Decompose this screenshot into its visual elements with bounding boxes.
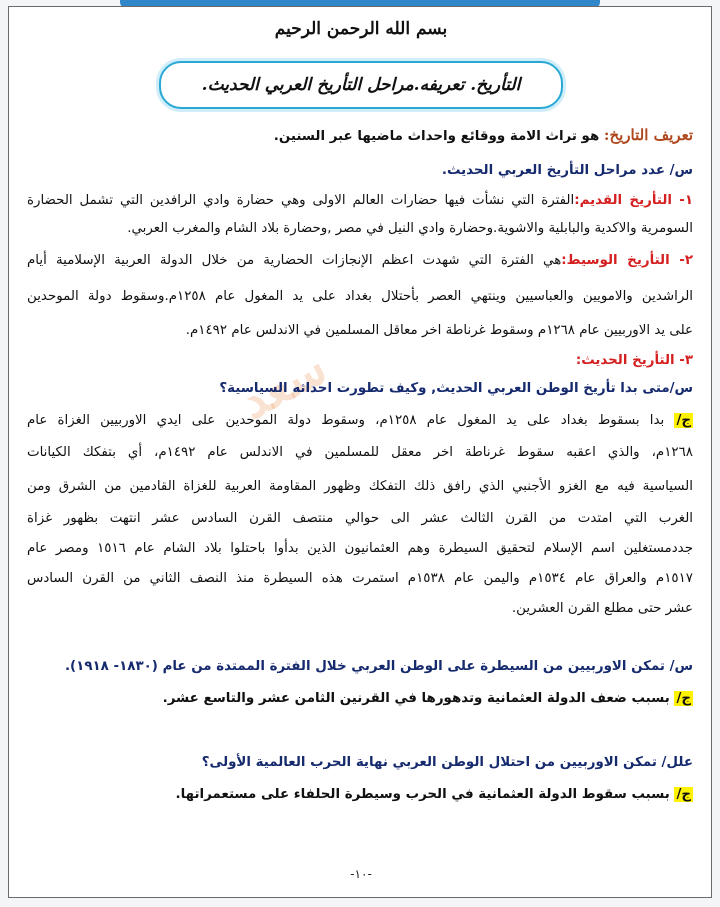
middle-line-3: على يد الاوربيين عام ١٢٦٨م وسقوط غرناطة اخر معاقل المسلمين في الاندلس عام ١٤٩٢م. — [185, 323, 693, 338]
ancient-line-1 — [27, 191, 693, 211]
watermark-text: سعد — [231, 339, 336, 431]
definition-label: تعريف التاريخ: — [603, 126, 693, 144]
q2-answer-line-1 — [27, 411, 693, 431]
q2-answer-line-4: الغرب التي امتدت من القرن الثالث عشر الى حوالي منتصف القرن السادس عشر انتهت بظهور غزاة — [27, 511, 693, 526]
answer-marker: ج/ — [676, 787, 691, 802]
document-page — [8, 6, 712, 898]
modern-label — [27, 351, 693, 371]
page-title: التأريخ. تعريفه.مراحل التأريخ العربي الحديث. — [159, 61, 563, 109]
q2-answer-line-2: ١٢٦٨م، والذي اعقبه سقوط غرناطة اخر معقل للمسلمين في الاندلس عام ١٤٩٢م، أي بتفكك الكيانات — [27, 445, 693, 460]
definition-text: هو تراث الامة ووقائع واحداث ماضيها عبر السنين. — [273, 129, 604, 144]
q2-answer-line-5: جددمستغلين اسم الإسلام لتحقيق السيطرة وهم العثمانيون الذين بدأوا باحتلوا بلاد الشام عام ١٥١٦ ومصر عام — [27, 541, 693, 556]
question-3-title: س/ تمكن الاوربيين من السيطرة على الوطن العربي خلال الفترة الممتدة من عام (١٨٣٠- ١٩١٨). — [64, 659, 693, 674]
answer-marker: ج/ — [676, 691, 691, 706]
modern-label-text: ٣- التأريخ الحديث: — [575, 353, 693, 368]
ancient-line-2: السومرية والاكدية والبابلية والاشوية.وحضارة وادي النيل في مصر ,وحضارة بلاد الشام والمغرب العربي. — [127, 221, 693, 236]
ancient-label: ١- التأريخ القديم: — [574, 193, 693, 208]
middle-line-2: الراشدين والامويين والعباسيين وينتهي العصر بأحتلال بغداد على يد المغول عام ١٢٥٨م.وسقوط دولة الموحدين — [27, 289, 694, 304]
definition-line — [27, 125, 693, 147]
question-2-title: س/متى بدا تأريخ الوطن العربي الحديث, وكيف تطورت احداثه السياسية؟ — [219, 381, 693, 396]
q2-answer-text-1: بدا بسقوط بغداد على يد المغول عام ١٢٥٨م، وسقوط دولة الموحدين على ايدي الاوربيين الغزاة عام — [27, 413, 675, 428]
basmala: بسم الله الرحمن الرحيم — [274, 19, 448, 39]
q4-answer-text: بسبب سقوط الدولة العثمانية في الحرب وسيطرة الحلفاء على مستعمراتها. — [175, 787, 675, 802]
question-1-title: س/ عدد مراحل التأريخ العربي الحديث. — [441, 163, 693, 178]
page-number: -١٠- — [350, 867, 372, 881]
q4-answer-line — [27, 785, 693, 805]
question-4-title: علل/ تمكن الاوربيين من احتلال الوطن العربي نهاية الحرب العالمية الأولى؟ — [201, 755, 693, 770]
q3-answer-line — [27, 689, 693, 709]
q2-answer-line-6: ١٥١٧م والعراق عام ١٥٣٤م واليمن عام ١٥٣٨م استمرت هذه السيطرة منذ النصف الثاني من القرن السادس — [27, 571, 693, 586]
middle-line-1 — [27, 251, 693, 271]
middle-label: ٢- التأريخ الوسيط: — [561, 253, 693, 268]
q2-answer-line-3: السياسية فيه مع الغزو الأجنبي الذي رافق ذلك التفكك وظهور المقاومة العربية للغزاة القادمين من الشرق ومن — [27, 479, 693, 494]
q3-answer-text: بسبب ضعف الدولة العثمانية وتدهورها في القرنين الثامن عشر والتاسع عشر. — [162, 691, 675, 706]
ancient-text-1: الفترة التي نشأت فيها حضارات العالم الاولى وهي حضارة وادي الرافدين التي تشمل الحضارة — [27, 193, 575, 208]
middle-text-1: هي الفترة التي شهدت اعظم الإنجازات الحضارية من خلال الدولة العربية الإسلامية أيام — [27, 253, 562, 268]
q2-answer-line-7: عشر حتى مطلع القرن العشرين. — [511, 601, 693, 616]
answer-marker: ج/ — [676, 413, 691, 428]
